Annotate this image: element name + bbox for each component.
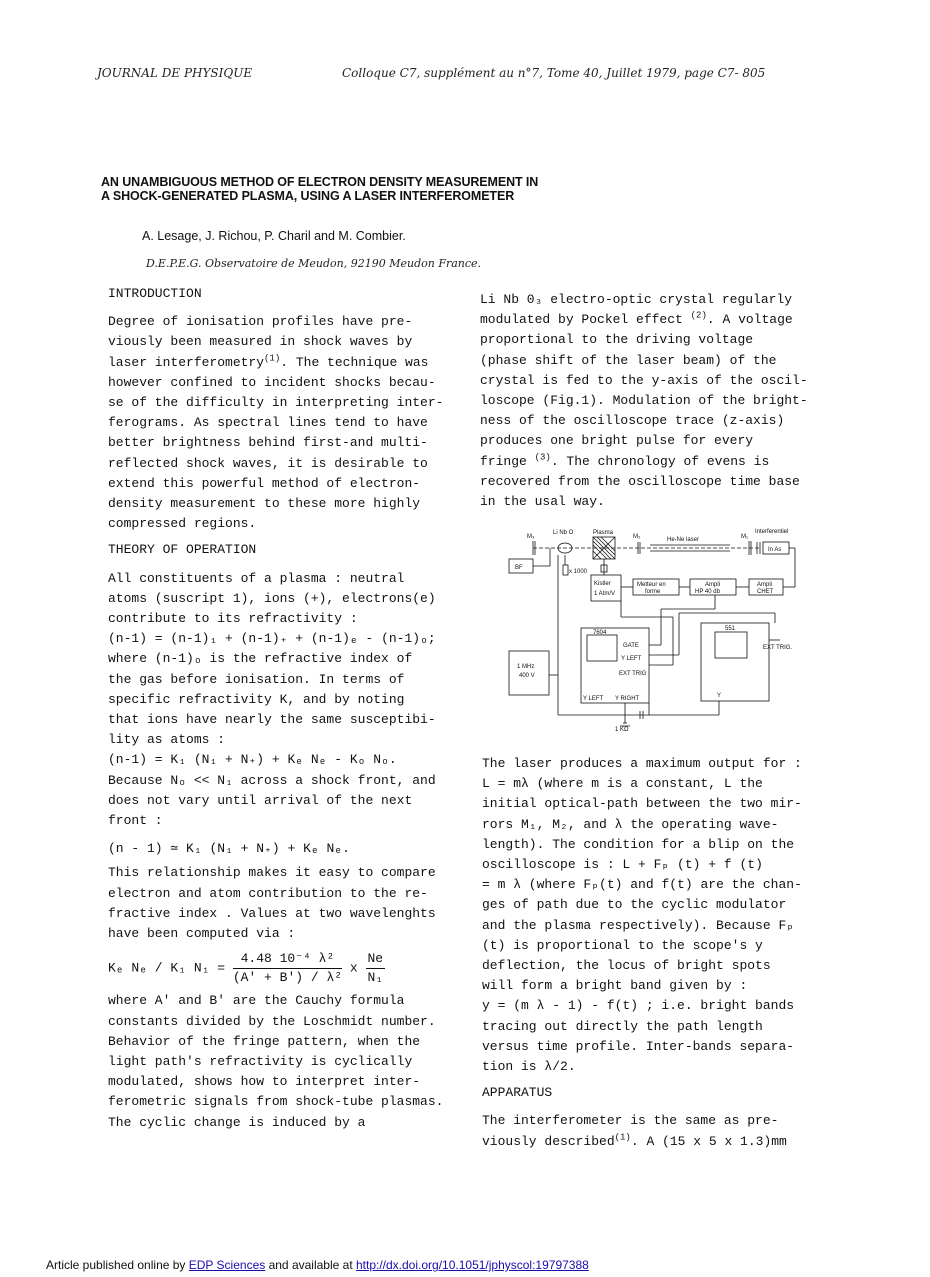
diagram-label-gate: GATE	[623, 643, 639, 649]
diagram-label-forme: forme	[645, 589, 661, 595]
body-line: versus time profile. Inter-bands separa-	[482, 1038, 795, 1054]
citation-ref: (2)	[690, 310, 707, 321]
intro-line: extend this powerful method of electron-	[108, 475, 421, 491]
theory-line: lity as atoms :	[108, 732, 226, 748]
body-line: in the usal way.	[480, 494, 605, 510]
theory-line: constants divided by the Loschmidt number.	[108, 1013, 436, 1029]
equation-4-numerator: 4.48 10⁻⁴ λ²	[233, 950, 342, 969]
body-line: crystal is fed to the y-axis of the oscil-	[480, 372, 808, 388]
intro-line	[108, 353, 468, 373]
theory-line: atoms (suscript 1), ions (+), electrons(e)	[108, 590, 436, 606]
intro-line: better brightness behind first-and multi-	[108, 435, 428, 451]
section-heading-theory: THEORY OF OPERATION	[108, 542, 257, 558]
equation-4	[108, 950, 468, 987]
body-line: ges of path due to the cyclic modulator	[482, 897, 787, 913]
equation-2: (n-1) = K₁ (N₁ + N₊) + Kₑ Nₑ - Kₒ Nₒ.	[108, 752, 397, 768]
diagram-label-400v: 400 V	[519, 673, 535, 679]
theory-line: electron and atom contribution to the re-	[108, 885, 428, 901]
affiliation: D.E.P.E.G. Observatoire de Meudon, 92190 Meudon France.	[146, 257, 482, 270]
diagram-label-ampli-chet: Ampli	[757, 582, 773, 588]
equation-4-fraction	[233, 950, 342, 987]
citation-ref: (1)	[264, 353, 281, 364]
body-line: will form a bright band given by :	[482, 978, 748, 994]
theory-line: where (n-1)ₒ is the refractive index of	[108, 651, 413, 667]
diagram-label-yleft-top: Y LEFT	[621, 656, 642, 662]
paper-title-line-1: AN UNAMBIGUOUS METHOD OF ELECTRON DENSITY MEASUREMENT IN	[101, 175, 539, 189]
doi-link[interactable]: http://dx.doi.org/10.1051/jphyscol:19797388	[355, 1258, 589, 1272]
citation-ref: (3)	[534, 452, 551, 463]
diagram-label-chet: CHET	[757, 589, 774, 595]
body-line: loscope (Fig.1). Modulation of the bright-	[480, 393, 808, 409]
body-line: produces one bright pulse for every	[480, 433, 754, 449]
body-line: L = mλ (where m is a constant, L the	[482, 776, 763, 792]
right-column-top	[480, 290, 830, 512]
body-line: length). The condition for a blip on the	[482, 836, 795, 852]
equation-4-ratio-denominator: N₁	[367, 970, 384, 986]
paper-title	[101, 175, 538, 203]
body-line: proportional to the driving voltage	[480, 332, 754, 348]
theory-line: the gas before ionisation. In terms of	[108, 671, 405, 687]
body-text: . The chronology of evens is	[550, 453, 770, 469]
theory-line: front :	[108, 813, 163, 829]
diagram-label-m3: M₃	[527, 534, 535, 540]
body-line: viously described$^{(1)}$. A (15 x 5 x 1.3)mm	[482, 1132, 787, 1149]
equation-4-left: Kₑ Nₑ / K₁ N₁ =	[108, 960, 226, 976]
footer-mid: and available at	[265, 1258, 356, 1272]
intro-line: se of the difficulty in interpreting inter-	[108, 395, 444, 411]
diagram-label-1kohm: 1 KΩ	[615, 727, 629, 733]
right-column-bottom	[482, 754, 832, 1152]
body-line: = m λ (where Fₚ(t) and f(t) are the chan-	[482, 877, 802, 893]
equation-1: (n-1) = (n-1)₁ + (n-1)₊ + (n-1)ₑ - (n-1)ₒ;	[108, 631, 436, 647]
diagram-label-m1: M₁	[741, 534, 749, 540]
body-line: tion is λ/2.	[482, 1059, 576, 1075]
theory-line: Behavior of the fringe pattern, when the	[108, 1033, 421, 1049]
intro-text: laser interferometry	[108, 354, 265, 370]
citation-ref: (1)	[614, 1132, 631, 1143]
paper-title-line-2: A SHOCK-GENERATED PLASMA, USING A LASER INTERFEROMETER	[101, 189, 515, 203]
body-line	[480, 310, 830, 330]
left-column	[108, 284, 468, 1133]
diagram-label-yright: Y RIGHT	[615, 696, 640, 702]
diagram-label-yleft-bottom: Y LEFT	[583, 696, 604, 702]
theory-line: The cyclic change is induced by a	[108, 1114, 366, 1130]
equation-4-times: x	[349, 960, 358, 976]
diagram-label-laser: He-Ne laser	[667, 537, 700, 543]
intro-line: ferograms. As spectral lines tend to have	[108, 415, 428, 431]
section-heading-introduction: INTRODUCTION	[108, 286, 202, 301]
intro-line: Degree of ionisation profiles have pre-	[108, 314, 413, 330]
body-text: modulated by Pockel effect	[480, 312, 683, 328]
theory-line: ferometric signals from shock-tube plasmas.	[108, 1094, 444, 1110]
theory-line: contribute to its refractivity :	[108, 611, 358, 627]
intro-text: . The technique was	[280, 354, 429, 370]
figure-1-schematic	[505, 525, 820, 740]
body-line: y = (m λ - 1) - f(t) ; i.e. bright bands	[482, 998, 795, 1014]
diagram-label-bf: BF	[515, 565, 523, 571]
intro-line: reflected shock waves, it is desirable to	[108, 455, 428, 471]
diagram-label-1mhz: 1 MHz	[517, 664, 535, 670]
footer-prefix: Article published online by	[46, 1258, 189, 1272]
intro-line: compressed regions.	[108, 516, 257, 532]
body-line: The interferometer is the same as pre-	[482, 1113, 779, 1129]
diagram-label-ext-trig: EXT TRIG	[619, 671, 647, 677]
diagram-label-plasma: Plasma	[593, 530, 614, 536]
body-line: oscilloscope is : L + Fₚ (t) + f (t)	[482, 857, 763, 873]
diagram-label-y: Y	[717, 693, 722, 699]
theory-line: light path's refractivity is cyclically	[108, 1053, 413, 1069]
body-line: initial optical-path between the two mir-	[482, 796, 802, 812]
diagram-label-x1000: x 1000	[569, 569, 588, 575]
body-text: A (15 x 5 x 1.3)mm	[646, 1133, 787, 1149]
equation-3: (n - 1) ≃ K₁ (N₁ + N₊) + Kₑ Nₑ.	[108, 841, 350, 857]
body-line: recovered from the oscilloscope time base	[480, 473, 800, 489]
diagram-label-kistler-range: 1 Atm/V	[594, 591, 616, 597]
colloque-reference: Colloque C7, supplément au n°7, Tome 40, Juillet 1979, page C7- 805	[342, 66, 766, 80]
theory-line: Because Nₒ << N₁ across a shock front, and	[108, 772, 436, 788]
theory-line: This relationship makes it easy to compare	[108, 865, 436, 881]
body-line: deflection, the locus of bright spots	[482, 958, 771, 974]
diagram-label-m2: M₂	[633, 534, 641, 540]
diagram-label-interferentiel: Interferentiel	[755, 529, 789, 535]
theory-line: does not vary until arrival of the next	[108, 792, 413, 808]
diagram-label-inas: In As	[768, 547, 782, 553]
section-heading-apparatus: APPARATUS	[482, 1085, 553, 1101]
footer	[46, 1258, 589, 1272]
body-line: and the plasma respectively). Because Fₚ	[482, 917, 795, 933]
diagram-label-linbo: Li Nb O	[553, 530, 574, 536]
equation-4-ratio	[366, 950, 386, 987]
body-text: fringe	[480, 453, 527, 469]
diagram-label-metteur: Metteur en	[637, 582, 666, 588]
theory-line: have been computed via :	[108, 926, 296, 942]
authors: A. Lesage, J. Richou, P. Charil and M. Combier.	[142, 229, 406, 243]
body-text: viously described	[482, 1133, 615, 1149]
body-line: (phase shift of the laser beam) of the	[480, 352, 777, 368]
body-line: rors M₁, M₂, and λ the operating wave-	[482, 816, 779, 832]
body-line: (t) is proportional to the scope's y	[482, 937, 763, 953]
theory-line: where A' and B' are the Cauchy formula	[108, 993, 405, 1009]
theory-line: fractive index . Values at two wavelenghts	[108, 905, 436, 921]
body-line: The laser produces a maximum output for :	[482, 756, 802, 771]
theory-line: All constituents of a plasma : neutral	[108, 570, 405, 586]
body-line: tracing out directly the path length	[482, 1018, 763, 1034]
intro-line: density measurement to these more highly	[108, 496, 421, 512]
theory-line: that ions have nearly the same susceptibi-	[108, 712, 436, 728]
body-text: . A voltage	[706, 312, 793, 328]
equation-4-denominator: (A' + B') / λ²	[232, 970, 343, 986]
body-line	[480, 452, 830, 472]
theory-line: modulated, shows how to interpret inter-	[108, 1074, 421, 1090]
journal-name: JOURNAL DE PHYSIQUE	[97, 66, 253, 80]
diagram-label-hp-40db: HP 40 db	[695, 589, 720, 595]
theory-line: specific refractivity K, and by noting	[108, 691, 405, 707]
diagram-label-ampli-hp: Ampli	[705, 582, 721, 588]
diagram-label-scope-551: 551	[725, 626, 736, 632]
equation-4-ratio-numerator: Ne	[366, 950, 386, 969]
intro-line: viously been measured in shock waves by	[108, 334, 413, 350]
diagram-label-ext-trig-551: EXT TRIG.	[763, 645, 793, 651]
diagram-label-scope-7604: 7604	[593, 630, 607, 636]
edp-sciences-link[interactable]: EDP Sciences	[188, 1258, 266, 1272]
body-line: ness of the oscilloscope trace (z-axis)	[480, 413, 785, 429]
diagram-label-kistler: Kistler	[594, 581, 611, 587]
body-line: Li Nb 0₃ electro-optic crystal regularly	[480, 292, 793, 307]
intro-line: however confined to incident shocks becau-	[108, 374, 436, 390]
